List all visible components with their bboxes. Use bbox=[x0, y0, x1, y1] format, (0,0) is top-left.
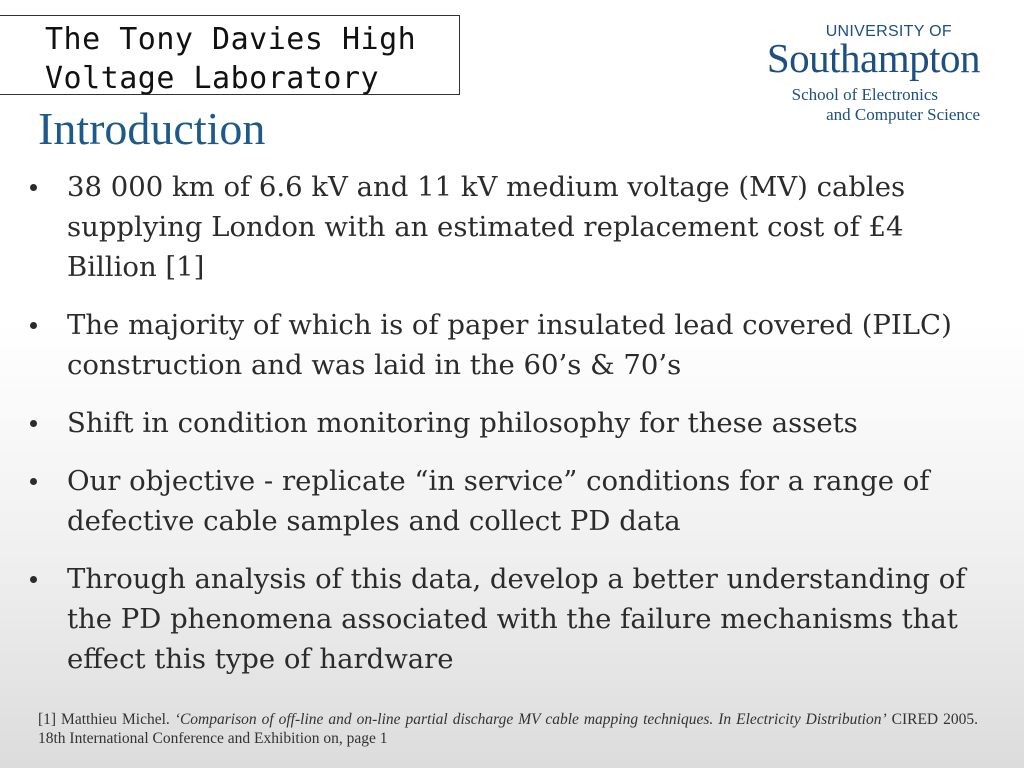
reference-suffix: CIRED 2005. 18th International Conference and Exhibition on, page 1 bbox=[38, 711, 978, 747]
bullet-item bbox=[26, 403, 986, 443]
bullet-text: The majority of which is of paper insulated lead covered (PILC) construction and was laid in the 60’s & 70’s bbox=[67, 309, 952, 381]
bullet-dot-icon bbox=[30, 576, 37, 583]
logo-school-line-1: School of Electronics bbox=[791, 85, 938, 104]
reference-citation bbox=[38, 710, 978, 748]
reference-prefix: [1] Matthieu Michel. bbox=[38, 711, 175, 728]
slide-title: Introduction bbox=[38, 103, 266, 154]
lab-title-line-2: Voltage Laboratory bbox=[45, 61, 380, 96]
bullet-item bbox=[26, 559, 986, 679]
university-logo bbox=[730, 24, 980, 128]
lab-title-box bbox=[0, 15, 460, 95]
bullet-dot-icon bbox=[30, 184, 37, 191]
reference-italic-title: ‘Comparison of off-line and on-line partial discharge MV cable mapping techniques. In Electricity Distribution’ bbox=[174, 711, 887, 728]
bullet-text: Shift in condition monitoring philosophy for these assets bbox=[67, 407, 858, 439]
bullet-item bbox=[26, 167, 986, 287]
logo-university-of: UNIVERSITY OF bbox=[825, 23, 952, 40]
bullet-text: 38 000 km of 6.6 kV and 11 kV medium voltage (MV) cables supplying London with an estimated replacement cost of £4 Billion [1] bbox=[67, 171, 906, 283]
bullet-item bbox=[26, 305, 986, 385]
bullet-text: Through analysis of this data, develop a better understanding of the PD phenomena associated with the failure mechanisms that effect this type of hardware bbox=[67, 563, 966, 675]
bullet-list bbox=[26, 167, 986, 697]
lab-title-line-1: The Tony Davies High bbox=[45, 22, 417, 57]
bullet-item bbox=[26, 461, 986, 541]
bullet-dot-icon bbox=[30, 478, 37, 485]
bullet-dot-icon bbox=[30, 322, 37, 329]
logo-school-line-2: and Computer Science bbox=[826, 105, 980, 124]
bullet-text: Our objective - replicate “in service” conditions for a range of defective cable samples and collect PD data bbox=[67, 465, 930, 537]
bullet-dot-icon bbox=[30, 420, 37, 427]
logo-southampton: Southampton bbox=[766, 35, 980, 81]
